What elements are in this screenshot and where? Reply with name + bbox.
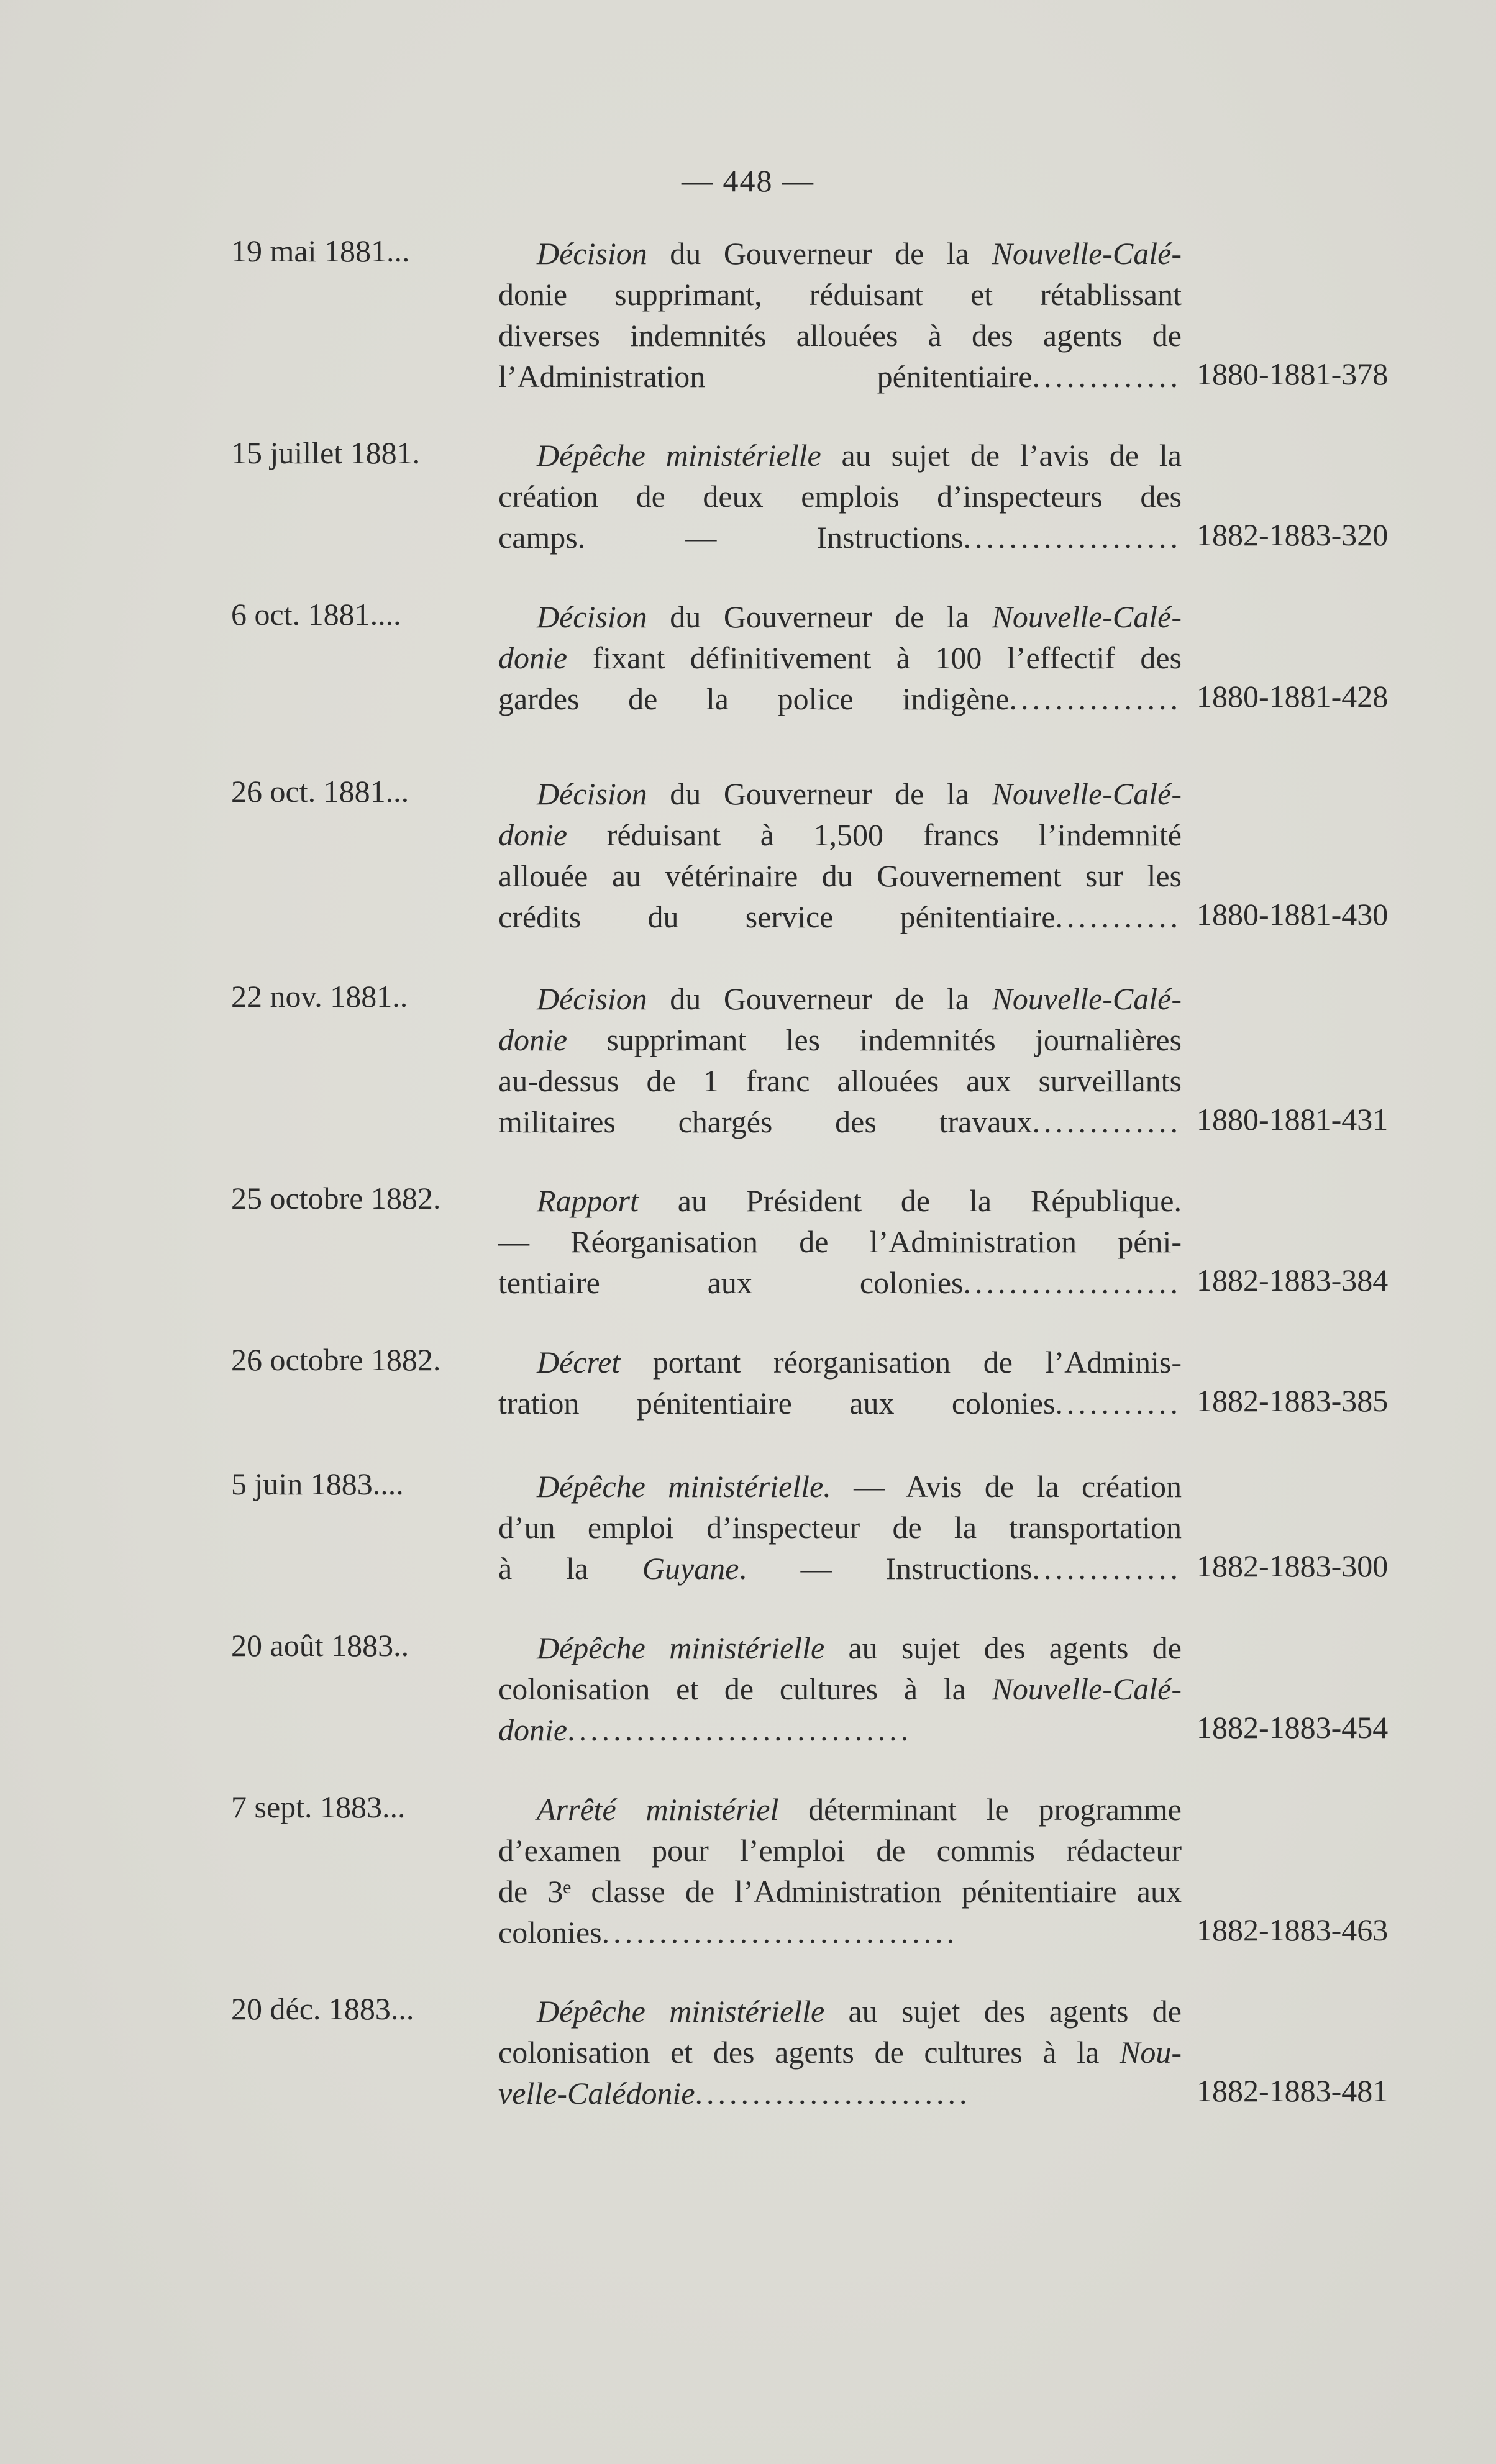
text-segment: du Gouverneur de la — [647, 776, 992, 811]
text-segment: du Gouverneur de la — [647, 981, 992, 1016]
text-segment: déterminant le programme — [778, 1792, 1182, 1827]
description-line — [498, 1019, 1182, 1060]
entry-reference: 1880-1881-428 — [1197, 679, 1389, 714]
text-segment: tration pénitentiaire aux colonies — [498, 1386, 1056, 1421]
description-line — [498, 1912, 1182, 1953]
entry-description — [498, 596, 1182, 719]
description-line — [498, 1507, 1182, 1548]
text-segment: velle-Calédonie — [498, 2076, 695, 2111]
text-segment: Décret — [537, 1345, 621, 1380]
text-segment: création de deux emplois d’inspecteurs des — [498, 479, 1182, 514]
entry-date: 19 mai 1881... — [231, 234, 410, 268]
text-segment: Dépêche ministérielle. — [537, 1469, 831, 1504]
entry-description — [498, 233, 1182, 397]
text-segment: crédits du service pénitentiaire — [498, 899, 1056, 934]
dot-leader: ............................... — [601, 1915, 959, 1950]
text-segment: Nou- — [1120, 2035, 1182, 2070]
text-segment: colonies — [498, 1915, 602, 1950]
text-segment: au-dessus de 1 franc allouées aux surveillants — [498, 1063, 1182, 1098]
text-segment: réduisant à 1,500 francs l’indemnité — [567, 817, 1182, 852]
entry-description — [498, 435, 1182, 558]
text-segment: — Avis de la création — [831, 1469, 1182, 1504]
text-segment: militaires chargés des travaux — [498, 1104, 1033, 1139]
description-line — [498, 1342, 1182, 1383]
description-line — [498, 1871, 1182, 1912]
entry-description — [498, 1627, 1182, 1750]
description-line — [498, 1548, 1182, 1589]
text-segment: d’examen pour l’emploi de commis rédacteur — [498, 1833, 1182, 1868]
entry-description — [498, 1789, 1182, 1953]
text-segment: Nouvelle-Calé- — [992, 236, 1182, 271]
text-segment: Nouvelle-Calé- — [992, 776, 1182, 811]
entry-reference: 1880-1881-378 — [1197, 357, 1389, 391]
text-segment: au Président de la République. — [638, 1183, 1182, 1218]
text-segment: Nouvelle-Calé- — [992, 599, 1182, 634]
entry-date: 6 oct. 1881.... — [231, 597, 401, 632]
text-segment: Guyane — [642, 1551, 739, 1586]
text-segment: Nouvelle-Calé- — [992, 981, 1182, 1016]
entry-date: 25 octobre 1882. — [231, 1181, 441, 1216]
entry-reference: 1882-1883-385 — [1197, 1383, 1389, 1418]
entry-date: 20 déc. 1883... — [231, 1991, 414, 2026]
text-segment: donie supprimant, réduisant et rétablissant — [498, 277, 1182, 312]
entry-date: 15 juillet 1881. — [231, 435, 421, 470]
entry-reference: 1880-1881-430 — [1197, 897, 1389, 932]
entry-date: 26 oct. 1881... — [231, 774, 409, 809]
text-segment: supprimant les indemnités journalières — [567, 1022, 1182, 1057]
text-segment: Décision — [537, 599, 647, 634]
entry-date: 22 nov. 1881.. — [231, 979, 408, 1014]
entry-reference: 1882-1883-463 — [1197, 1912, 1389, 1947]
text-segment: à la — [498, 1551, 642, 1586]
description-line — [498, 814, 1182, 855]
description-line — [498, 517, 1182, 558]
entry-reference: 1880-1881-431 — [1197, 1102, 1389, 1137]
text-segment: du Gouverneur de la — [647, 236, 992, 271]
page-number: — 448 — — [682, 163, 814, 198]
text-segment: au sujet de l’avis de la — [821, 438, 1182, 473]
description-line — [498, 274, 1182, 315]
entry-date: 5 juin 1883.... — [231, 1466, 404, 1501]
description-line — [498, 1101, 1182, 1142]
entry-date: 7 sept. 1883... — [231, 1789, 406, 1824]
text-segment: allouée au vétérinaire du Gouvernement sur les — [498, 858, 1182, 893]
entry-date: 26 octobre 1882. — [231, 1342, 441, 1377]
text-segment: l’Administration pénitentiaire — [498, 359, 1033, 394]
description-line — [498, 2032, 1182, 2073]
description-line — [498, 978, 1182, 1019]
entry-description — [498, 1991, 1182, 2114]
text-segment: colonisation et de cultures à la — [498, 1671, 992, 1706]
entry-reference: 1882-1883-384 — [1197, 1263, 1389, 1298]
text-segment: au sujet des agents de — [824, 1994, 1182, 2029]
description-line — [498, 1627, 1182, 1668]
description-line — [498, 1262, 1182, 1303]
description-line — [498, 896, 1182, 937]
description-line — [498, 2073, 1182, 2114]
text-segment: donie — [498, 640, 568, 675]
dot-leader: ........................ — [695, 2076, 971, 2111]
text-segment: Décision — [537, 236, 647, 271]
text-segment: d’un emploi d’inspecteur de la transportation — [498, 1510, 1182, 1545]
text-segment: camps. — Instructions — [498, 520, 964, 555]
description-line — [498, 1383, 1182, 1424]
description-line — [498, 315, 1182, 356]
description-line — [498, 1830, 1182, 1871]
entry-reference: 1882-1883-320 — [1197, 517, 1389, 552]
dot-leader: .............................. — [567, 1712, 913, 1747]
text-segment: colonisation et des agents de cultures à la — [498, 2035, 1120, 2070]
description-line — [498, 356, 1182, 397]
description-line — [498, 637, 1182, 678]
dot-leader: ............. — [1032, 1104, 1182, 1139]
text-segment: Dépêche ministérielle — [537, 1630, 825, 1665]
description-line — [498, 1221, 1182, 1262]
entry-reference: 1882-1883-300 — [1197, 1548, 1389, 1583]
text-segment: gardes de la police indigène — [498, 681, 1010, 716]
description-line — [498, 1789, 1182, 1830]
dot-leader: ........... — [1055, 899, 1182, 934]
entry-reference: 1882-1883-481 — [1197, 2073, 1389, 2108]
description-line — [498, 1991, 1182, 2032]
text-segment: Dépêche ministérielle — [537, 1994, 825, 2029]
entry-description — [498, 1342, 1182, 1424]
description-line — [498, 233, 1182, 274]
text-segment: Nouvelle-Calé- — [992, 1671, 1182, 1706]
text-segment: portant réorganisation de l’Adminis- — [620, 1345, 1182, 1380]
text-segment: Décision — [537, 776, 647, 811]
entry-description — [498, 978, 1182, 1142]
entry-date: 20 août 1883.. — [231, 1628, 409, 1663]
description-line — [498, 1060, 1182, 1101]
text-segment: Dépêche ministérielle — [537, 438, 821, 473]
text-segment: du Gouverneur de la — [647, 599, 992, 634]
text-segment: fixant définitivement à 100 l’effectif des — [567, 640, 1182, 675]
description-line — [498, 476, 1182, 517]
description-line — [498, 678, 1182, 719]
description-line — [498, 1709, 1182, 1750]
dot-leader: ................... — [963, 520, 1182, 555]
text-segment: de 3ᵉ classe de l’Administration pénitentiaire aux — [498, 1874, 1182, 1909]
description-line — [498, 1180, 1182, 1221]
text-segment: Décision — [537, 981, 647, 1016]
description-line — [498, 855, 1182, 896]
entry-reference: 1882-1883-454 — [1197, 1710, 1389, 1745]
text-segment: Arrêté ministériel — [537, 1792, 779, 1827]
description-line — [498, 596, 1182, 637]
text-segment: tentiaire aux colonies — [498, 1265, 964, 1300]
dot-leader: ............. — [1032, 1551, 1182, 1586]
description-line — [498, 435, 1182, 476]
dot-leader: ............. — [1032, 359, 1182, 394]
text-segment: donie — [498, 1022, 568, 1057]
dot-leader: ............... — [1009, 681, 1182, 716]
description-line — [498, 773, 1182, 814]
entry-description — [498, 773, 1182, 937]
text-segment: diverses indemnités allouées à des agents de — [498, 318, 1182, 353]
text-segment: donie — [498, 1712, 568, 1747]
text-segment: . — Instructions — [739, 1551, 1033, 1586]
text-segment: — Réorganisation de l’Administration péni- — [498, 1224, 1182, 1259]
text-segment: donie — [498, 817, 568, 852]
entry-description — [498, 1180, 1182, 1303]
description-line — [498, 1466, 1182, 1507]
text-segment: au sujet des agents de — [824, 1630, 1182, 1665]
dot-leader: ........... — [1055, 1386, 1182, 1421]
dot-leader: ................... — [963, 1265, 1182, 1300]
text-segment: Rapport — [537, 1183, 639, 1218]
description-line — [498, 1668, 1182, 1709]
entry-description — [498, 1466, 1182, 1589]
